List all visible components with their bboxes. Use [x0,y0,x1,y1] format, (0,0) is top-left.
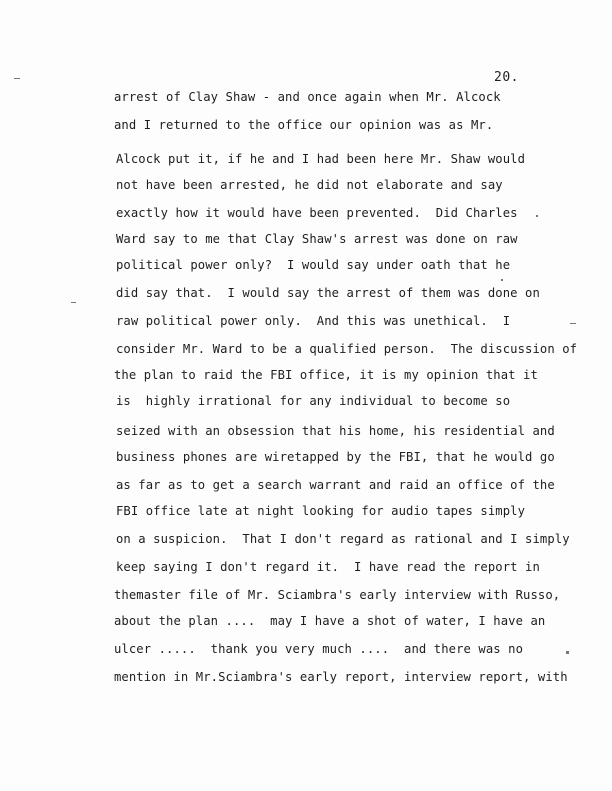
scan-mark [570,323,576,324]
scan-mark [14,78,20,79]
text-line: on a suspicion. That I don't regard as rational and I simply [116,532,570,546]
scan-mark [71,302,76,303]
scan-mark [501,279,503,281]
text-line: as far as to get a search warrant and raid an office of the [116,478,555,492]
text-line: did say that. I would say the arrest of them was done on [116,286,540,300]
text-line: FBI office late at night looking for audio tapes simply [116,504,526,518]
text-line: raw political power only. And this was unethical. I [116,314,511,328]
text-line: and I returned to the office our opinion was as Mr. [114,118,494,132]
text-line: is highly irrational for any individual to become so [116,394,511,408]
text-line: Ward say to me that Clay Shaw's arrest was done on raw [116,232,518,246]
text-line: not have been arrested, he did not elaborate and say [116,178,503,192]
text-line: business phones are wiretapped by the FBI, that he would go [116,450,555,464]
text-line: exactly how it would have been prevented. Did Charles [116,206,518,220]
text-line: consider Mr. Ward to be a qualified person. The discussion of [116,342,578,356]
text-line: seized with an obsession that his home, his residential and [116,424,555,438]
scan-mark [566,651,569,654]
text-line: political power only? I would say under oath that he [116,258,511,272]
text-line: keep saying I don't regard it. I have read the report in [116,560,540,574]
scan-mark [536,215,538,217]
text-line: themaster file of Mr. Sciambra's early interview with Russo, [114,588,561,602]
text-line: arrest of Clay Shaw - and once again when Mr. Alcock [114,90,501,104]
text-line: the plan to raid the FBI office, it is my opinion that it [114,368,538,382]
text-line: Alcock put it, if he and I had been here Mr. Shaw would [116,152,526,166]
text-line: about the plan .... may I have a shot of water, I have an [114,614,546,628]
text-line: mention in Mr.Sciambra's early report, interview report, with [114,670,568,684]
page-number: 20. [494,70,519,85]
text-line: ulcer ..... thank you very much .... and there was no [114,642,524,656]
